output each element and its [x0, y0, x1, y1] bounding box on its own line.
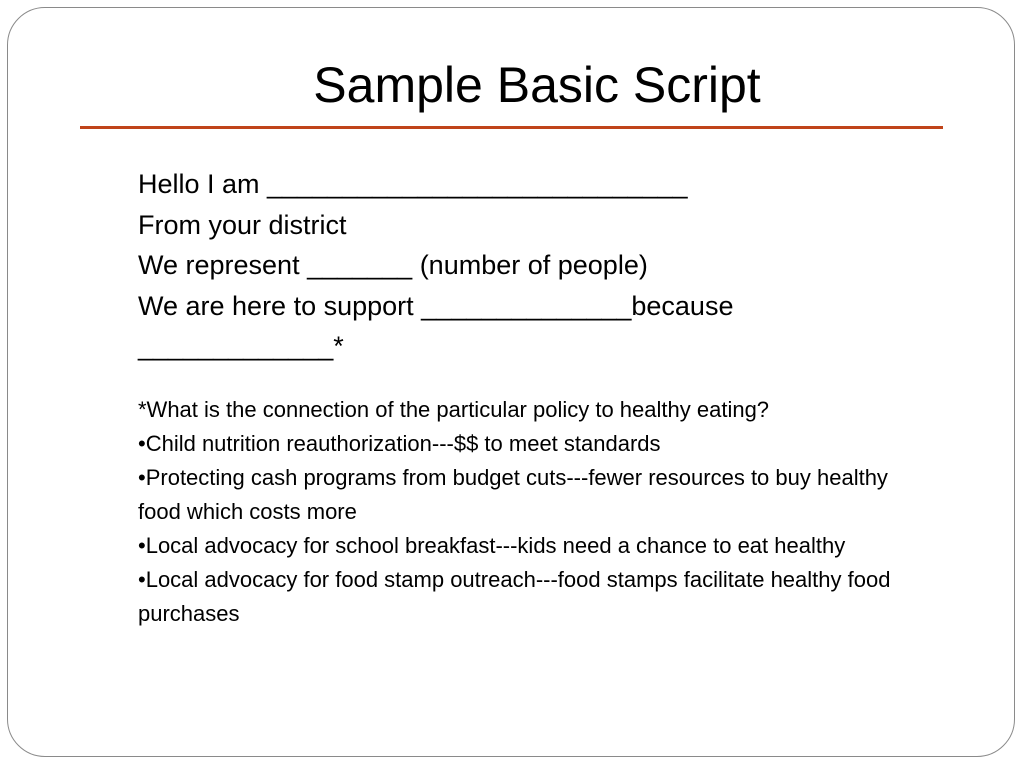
script-line-intro: Hello I am ____________________________ [138, 169, 688, 199]
slide-body [138, 164, 928, 631]
slide-title: Sample Basic Script [313, 57, 761, 113]
note-bullet-school-breakfast: •Local advocacy for school breakfast---kids need a chance to eat healthy [138, 532, 846, 558]
note-bullet-food-stamps: •Local advocacy for food stamp outreach---food stamps facilitate healthy food purchases [138, 566, 891, 626]
script-block [138, 164, 928, 367]
script-line-reason: _____________* [138, 331, 344, 361]
script-line-district: From your district [138, 209, 347, 240]
title-divider [80, 126, 943, 129]
note-question: *What is the connection of the particular policy to healthy eating? [138, 396, 770, 422]
script-line-represent: We represent _______ (number of people) [138, 250, 648, 280]
notes-block [138, 393, 928, 631]
script-line-support: We are here to support ______________because [138, 290, 734, 321]
note-bullet-child-nutrition: •Child nutrition reauthorization---$$ to meet standards [138, 430, 661, 456]
note-bullet-cash-programs: •Protecting cash programs from budget cuts---fewer resources to buy healthy food which costs more [138, 464, 888, 524]
